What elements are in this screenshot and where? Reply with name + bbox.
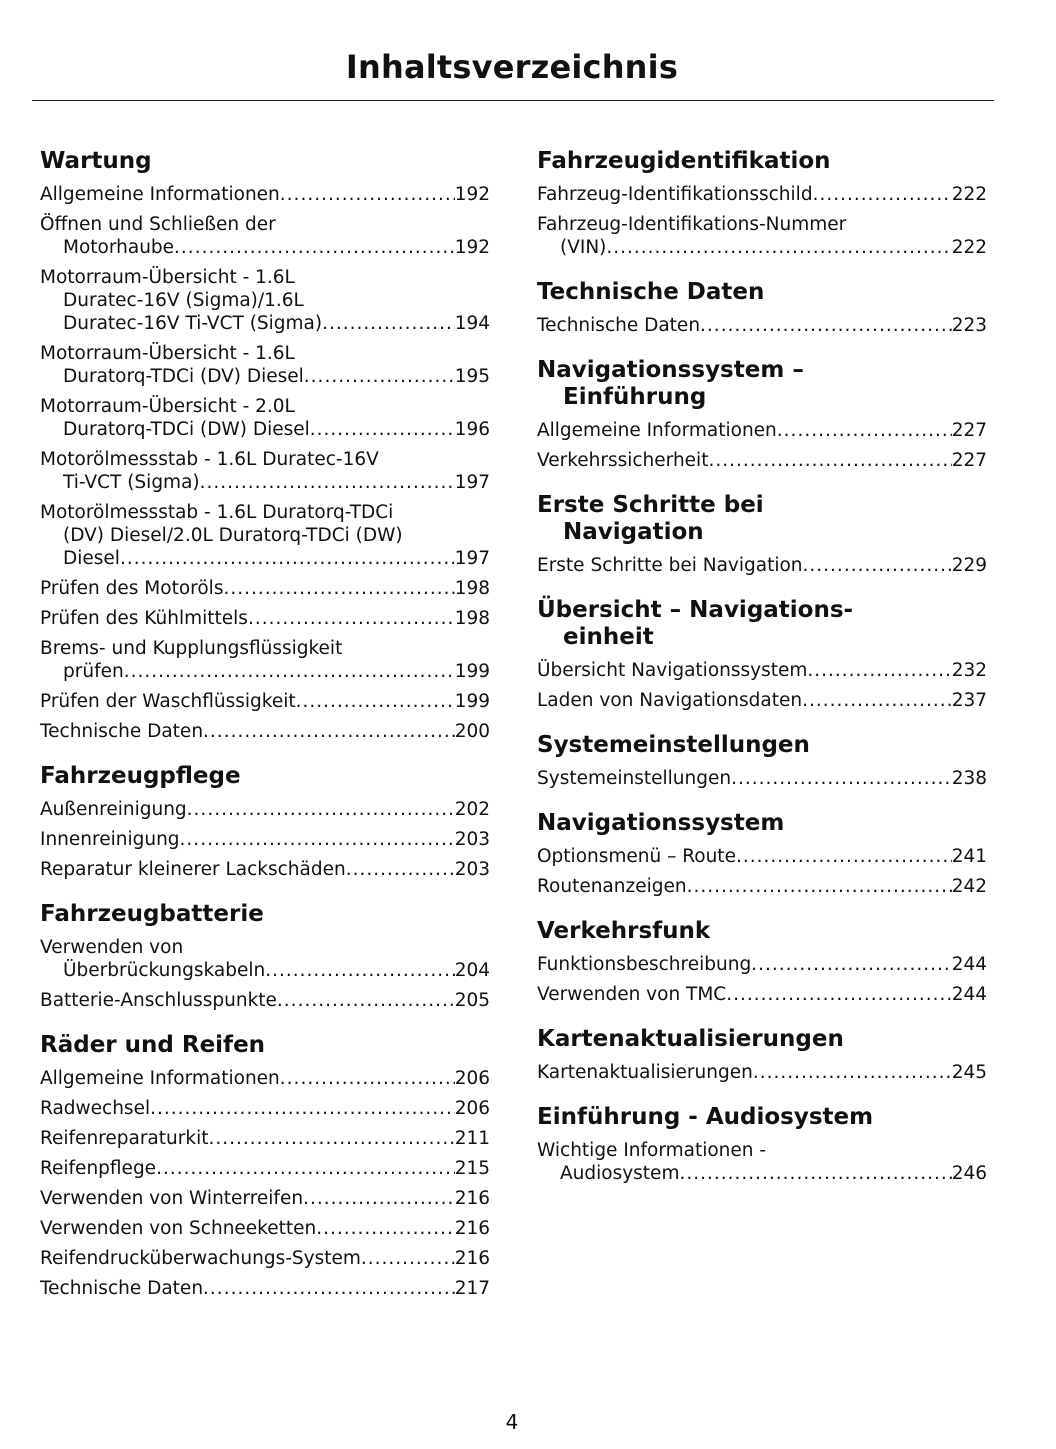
entry-last-line bbox=[40, 1067, 490, 1090]
dot-leader bbox=[316, 1217, 454, 1240]
toc-section-fahrzeugidentifikation bbox=[537, 148, 987, 259]
toc-entry[interactable] bbox=[40, 448, 490, 494]
entry-text-line: (DV) Diesel/2.0L Duratorq-TDCi (DW) bbox=[63, 525, 403, 546]
entry-text-line: Öffnen und Schließen der bbox=[40, 214, 276, 235]
entry-page-number: 198 bbox=[454, 578, 490, 599]
entry-page-number: 232 bbox=[951, 660, 987, 681]
entry-last-line bbox=[537, 659, 987, 682]
toc-section-technische-daten bbox=[537, 279, 987, 337]
entry-text-line: Duratorq-TDCi (DW) Diesel bbox=[63, 419, 310, 440]
toc-entry[interactable] bbox=[537, 953, 987, 976]
toc-entry[interactable] bbox=[40, 213, 490, 259]
entry-text-line: Brems- und Kupplungsflüssigkeit bbox=[40, 638, 343, 659]
entry-page-number: 194 bbox=[454, 313, 490, 334]
dot-leader bbox=[248, 607, 455, 630]
entry-last-line bbox=[40, 989, 490, 1012]
entry-page-number: 206 bbox=[454, 1098, 490, 1119]
entry-last-line bbox=[537, 875, 987, 898]
entry-page-number: 197 bbox=[454, 548, 490, 569]
entry-text-line: Duratec-16V (Sigma)/1.6L bbox=[63, 290, 304, 311]
entry-last-line bbox=[40, 236, 490, 259]
entry-text-line: Prüfen des Motoröls bbox=[40, 578, 224, 599]
toc-entry[interactable] bbox=[40, 936, 490, 982]
entry-page-number: 244 bbox=[951, 954, 987, 975]
entry-text-line: Verwenden von Schneeketten bbox=[40, 1218, 317, 1239]
entry-last-line bbox=[537, 953, 987, 976]
dot-leader bbox=[803, 554, 952, 577]
section-title-line: Technische Daten bbox=[537, 279, 765, 305]
entry-text-line: Verkehrssicherheit bbox=[537, 450, 709, 471]
entry-page-number: 244 bbox=[951, 984, 987, 1005]
dot-leader bbox=[753, 1061, 952, 1084]
dot-leader bbox=[606, 236, 951, 259]
dot-leader bbox=[208, 1127, 454, 1150]
entry-page-number: 216 bbox=[454, 1218, 490, 1239]
toc-column-left bbox=[40, 148, 490, 1320]
toc-section-verkehrsfunk bbox=[537, 918, 987, 1006]
dot-leader bbox=[277, 989, 455, 1012]
entry-page-number: 237 bbox=[951, 690, 987, 711]
toc-entry[interactable] bbox=[537, 213, 987, 259]
entry-last-line bbox=[537, 419, 987, 442]
toc-entry[interactable] bbox=[537, 767, 987, 790]
entry-last-line bbox=[537, 1061, 987, 1084]
entry-text-line: Motorraum-Übersicht - 1.6L bbox=[40, 267, 295, 288]
entry-page-number: 241 bbox=[951, 846, 987, 867]
toc-section-rader-und-reifen bbox=[40, 1032, 490, 1300]
section-title bbox=[537, 1104, 987, 1131]
entry-last-line bbox=[40, 798, 490, 821]
entry-last-line bbox=[537, 1162, 987, 1185]
dot-leader bbox=[156, 1157, 455, 1180]
entry-page-number: 245 bbox=[951, 1062, 987, 1083]
section-title bbox=[40, 763, 490, 790]
entry-last-line bbox=[40, 660, 490, 683]
entry-text-line: Ti-VCT (Sigma) bbox=[63, 472, 200, 493]
entry-last-line bbox=[537, 554, 987, 577]
section-title bbox=[537, 148, 987, 175]
entry-text-line: Überbrückungskabeln bbox=[63, 960, 266, 981]
entry-text-line: Reifenpflege bbox=[40, 1158, 157, 1179]
entry-page-number: 227 bbox=[951, 450, 987, 471]
entry-page-number: 192 bbox=[454, 184, 490, 205]
toc-column-right bbox=[537, 148, 987, 1205]
entry-last-line bbox=[537, 236, 987, 259]
section-title-line: Fahrzeugidentifikation bbox=[537, 148, 831, 174]
toc-entry[interactable] bbox=[40, 690, 490, 713]
dot-leader bbox=[120, 547, 455, 570]
entry-last-line bbox=[537, 983, 987, 1006]
dot-leader bbox=[150, 1097, 455, 1120]
toc-entry[interactable] bbox=[40, 1247, 490, 1270]
entry-last-line bbox=[40, 1187, 490, 1210]
entry-page-number: 211 bbox=[454, 1128, 490, 1149]
entry-page-number: 198 bbox=[454, 608, 490, 629]
toc-entry[interactable] bbox=[40, 637, 490, 683]
dot-leader bbox=[687, 875, 952, 898]
toc-entry[interactable] bbox=[40, 1067, 490, 1090]
dot-leader bbox=[280, 183, 455, 206]
entry-last-line bbox=[40, 1127, 490, 1150]
toc-entry[interactable] bbox=[40, 342, 490, 388]
dot-leader bbox=[296, 690, 455, 713]
entry-text-line: Allgemeine Informationen bbox=[537, 420, 777, 441]
section-title-line: Fahrzeugbatterie bbox=[40, 901, 264, 927]
entry-page-number: 242 bbox=[951, 876, 987, 897]
entry-page-number: 199 bbox=[454, 691, 490, 712]
entry-last-line bbox=[537, 449, 987, 472]
entry-text-line: Motorraum-Übersicht - 1.6L bbox=[40, 343, 295, 364]
entry-text-line: Systemeinstellungen bbox=[537, 768, 732, 789]
entry-last-line bbox=[40, 720, 490, 743]
entry-text-line: Technische Daten bbox=[40, 1278, 204, 1299]
entry-text-line: Allgemeine Informationen bbox=[40, 1068, 280, 1089]
entry-last-line bbox=[40, 828, 490, 851]
entry-text-line: Technische Daten bbox=[537, 315, 701, 336]
entry-page-number: 192 bbox=[454, 237, 490, 258]
entry-text-line: Reifenreparaturkit bbox=[40, 1128, 209, 1149]
entry-last-line bbox=[537, 767, 987, 790]
entry-text-line: Batterie-Anschlusspunkte bbox=[40, 990, 277, 1011]
entry-page-number: 215 bbox=[454, 1158, 490, 1179]
toc-section-erste-schritte-bei-navigation bbox=[537, 492, 987, 577]
entry-page-number: 216 bbox=[454, 1188, 490, 1209]
dot-leader bbox=[708, 449, 951, 472]
toc-entry[interactable] bbox=[40, 1277, 490, 1300]
entry-page-number: 204 bbox=[454, 960, 490, 981]
entry-text-line: Audiosystem bbox=[560, 1163, 680, 1184]
entry-text-line: Kartenaktualisierungen bbox=[537, 1062, 753, 1083]
toc-section-fahrzeugbatterie bbox=[40, 901, 490, 1012]
entry-text-line: Motorölmessstab - 1.6L Duratorq-TDCi bbox=[40, 502, 394, 523]
dot-leader bbox=[751, 953, 952, 976]
toc-entry[interactable] bbox=[40, 1097, 490, 1120]
toc-section-navigationssystem bbox=[537, 810, 987, 898]
entry-text-line: Prüfen der Waschflüssigkeit bbox=[40, 691, 296, 712]
dot-leader bbox=[802, 689, 952, 712]
toc-entry[interactable] bbox=[40, 501, 490, 570]
dot-leader bbox=[223, 577, 454, 600]
section-title bbox=[537, 918, 987, 945]
toc-entry[interactable] bbox=[40, 607, 490, 630]
toc-entry[interactable] bbox=[537, 183, 987, 206]
toc-section-systemeinstellungen bbox=[537, 732, 987, 790]
entry-page-number: 202 bbox=[454, 799, 490, 820]
dot-leader bbox=[679, 1162, 951, 1185]
entry-page-number: 206 bbox=[454, 1068, 490, 1089]
dot-leader bbox=[304, 365, 455, 388]
section-title-line: Navigationssystem bbox=[537, 810, 785, 836]
toc-section-navigationssystem-einfuhrung bbox=[537, 357, 987, 472]
entry-text-line: Innenreinigung bbox=[40, 829, 180, 850]
toc-entry[interactable] bbox=[537, 1139, 987, 1185]
toc-entry[interactable] bbox=[537, 314, 987, 337]
toc-entry[interactable] bbox=[40, 266, 490, 335]
entry-text-line: Diesel bbox=[63, 548, 120, 569]
section-title-line: Navigation bbox=[563, 519, 704, 545]
entry-last-line bbox=[40, 1277, 490, 1300]
dot-leader bbox=[203, 720, 455, 743]
entry-text-line: Motorölmessstab - 1.6L Duratec-16V bbox=[40, 449, 379, 470]
section-title-line: Verkehrsfunk bbox=[537, 918, 711, 944]
entry-text-line: Radwechsel bbox=[40, 1098, 151, 1119]
entry-text-line: Duratec-16V Ti-VCT (Sigma) bbox=[63, 313, 323, 334]
dot-leader bbox=[180, 828, 455, 851]
entry-text-line: Reifendrucküberwachungs-System bbox=[40, 1248, 361, 1269]
entry-last-line bbox=[40, 365, 490, 388]
section-title bbox=[537, 357, 987, 411]
toc-entry[interactable] bbox=[40, 798, 490, 821]
toc-entry[interactable] bbox=[537, 845, 987, 868]
toc-entry[interactable] bbox=[537, 983, 987, 1006]
entry-text-line: Außenreinigung bbox=[40, 799, 187, 820]
toc-entry[interactable] bbox=[537, 875, 987, 898]
page-title: Inhaltsverzeichnis bbox=[345, 48, 679, 86]
entry-text-line: Prüfen des Kühlmittels bbox=[40, 608, 248, 629]
entry-last-line bbox=[40, 607, 490, 630]
entry-text-line: Technische Daten bbox=[40, 721, 204, 742]
dot-leader bbox=[777, 419, 952, 442]
section-title-line: einheit bbox=[563, 624, 654, 650]
section-title bbox=[40, 148, 490, 175]
dot-leader bbox=[361, 1247, 455, 1270]
entry-page-number: 203 bbox=[454, 859, 490, 880]
section-title bbox=[537, 492, 987, 546]
entry-page-number: 217 bbox=[454, 1278, 490, 1299]
section-title-line: Kartenaktualisierungen bbox=[537, 1026, 844, 1052]
entry-page-number: 216 bbox=[454, 1248, 490, 1269]
dot-leader bbox=[187, 798, 455, 821]
entry-page-number: 196 bbox=[454, 419, 490, 440]
section-title bbox=[537, 1026, 987, 1053]
toc-entry[interactable] bbox=[40, 858, 490, 881]
entry-page-number: 223 bbox=[951, 315, 987, 336]
entry-last-line bbox=[40, 547, 490, 570]
entry-last-line bbox=[537, 689, 987, 712]
entry-text-line: Allgemeine Informationen bbox=[40, 184, 280, 205]
entry-text-line: Fahrzeug-Identifikations-Nummer bbox=[537, 214, 847, 235]
page-number: 4 bbox=[505, 1410, 519, 1434]
entry-page-number: 227 bbox=[951, 420, 987, 441]
dot-leader bbox=[265, 959, 454, 982]
entry-text-line: Laden von Navigationsdaten bbox=[537, 690, 803, 711]
toc-entry[interactable] bbox=[537, 419, 987, 442]
entry-text-line: Routenanzeigen bbox=[537, 876, 687, 897]
toc-entry[interactable] bbox=[40, 1157, 490, 1180]
toc-section-einfuhrung-audiosystem bbox=[537, 1104, 987, 1185]
section-title-line: Wartung bbox=[40, 148, 152, 174]
toc-entry[interactable] bbox=[40, 989, 490, 1012]
entry-last-line bbox=[537, 845, 987, 868]
entry-page-number: 229 bbox=[951, 555, 987, 576]
entry-last-line bbox=[40, 1097, 490, 1120]
entry-last-line bbox=[40, 1217, 490, 1240]
section-title-line: Systemeinstellungen bbox=[537, 732, 810, 758]
toc-entry[interactable] bbox=[40, 828, 490, 851]
entry-page-number: 199 bbox=[454, 661, 490, 682]
section-title bbox=[537, 279, 987, 306]
entry-page-number: 195 bbox=[454, 366, 490, 387]
dot-leader bbox=[303, 1187, 455, 1210]
toc-entry[interactable] bbox=[40, 1187, 490, 1210]
dot-leader bbox=[726, 983, 951, 1006]
toc-entry[interactable] bbox=[537, 449, 987, 472]
dot-leader bbox=[203, 1277, 455, 1300]
entry-page-number: 222 bbox=[951, 237, 987, 258]
entry-text-line: Motorraum-Übersicht - 2.0L bbox=[40, 396, 295, 417]
entry-last-line bbox=[40, 1157, 490, 1180]
entry-text-line: prüfen bbox=[63, 661, 124, 682]
toc-section-wartung bbox=[40, 148, 490, 743]
toc-entry[interactable] bbox=[537, 1061, 987, 1084]
section-title bbox=[40, 1032, 490, 1059]
entry-last-line bbox=[40, 690, 490, 713]
entry-text-line: Wichtige Informationen - bbox=[537, 1140, 767, 1161]
entry-page-number: 200 bbox=[454, 721, 490, 742]
toc-entry[interactable] bbox=[40, 720, 490, 743]
section-title bbox=[537, 732, 987, 759]
section-title-line: Einführung bbox=[563, 384, 707, 410]
entry-last-line bbox=[40, 959, 490, 982]
entry-last-line bbox=[40, 183, 490, 206]
section-title-line: Räder und Reifen bbox=[40, 1032, 266, 1058]
entry-text-line: Erste Schritte bei Navigation bbox=[537, 555, 803, 576]
dot-leader bbox=[346, 858, 455, 881]
entry-last-line bbox=[537, 183, 987, 206]
dot-leader bbox=[124, 660, 455, 683]
toc-section-ubersicht-navigations-einheit bbox=[537, 597, 987, 712]
entry-text-line: (VIN) bbox=[560, 237, 607, 258]
toc-entry[interactable] bbox=[537, 659, 987, 682]
dot-leader bbox=[813, 183, 952, 206]
dot-leader bbox=[280, 1067, 455, 1090]
dot-leader bbox=[200, 471, 455, 494]
section-title bbox=[537, 810, 987, 837]
entry-page-number: 203 bbox=[454, 829, 490, 850]
entry-last-line bbox=[40, 577, 490, 600]
entry-text-line: Funktionsbeschreibung bbox=[537, 954, 752, 975]
toc-entry[interactable] bbox=[537, 554, 987, 577]
dot-leader bbox=[322, 312, 455, 335]
section-title-line: Übersicht – Navigations- bbox=[537, 597, 854, 623]
entry-page-number: 222 bbox=[951, 184, 987, 205]
entry-text-line: Übersicht Navigationssystem bbox=[537, 660, 808, 681]
toc-entry[interactable] bbox=[40, 1217, 490, 1240]
entry-text-line: Verwenden von bbox=[40, 937, 184, 958]
section-title bbox=[537, 597, 987, 651]
dot-leader bbox=[174, 236, 455, 259]
section-title-line: Erste Schritte bei bbox=[537, 492, 764, 518]
entry-last-line bbox=[40, 312, 490, 335]
dot-leader bbox=[700, 314, 952, 337]
entry-page-number: 205 bbox=[454, 990, 490, 1011]
toc-section-fahrzeugpflege bbox=[40, 763, 490, 881]
entry-text-line: Reparatur kleinerer Lackschäden bbox=[40, 859, 346, 880]
entry-text-line: Duratorq-TDCi (DV) Diesel bbox=[63, 366, 304, 387]
dot-leader bbox=[731, 767, 952, 790]
entry-text-line: Fahrzeug-Identifikationsschild bbox=[537, 184, 813, 205]
toc-entry[interactable] bbox=[40, 395, 490, 441]
section-title bbox=[40, 901, 490, 928]
toc-entry[interactable] bbox=[40, 577, 490, 600]
entry-last-line bbox=[40, 418, 490, 441]
section-title-line: Einführung - Audiosystem bbox=[537, 1104, 874, 1130]
toc-entry[interactable] bbox=[537, 689, 987, 712]
entry-text-line: Verwenden von Winterreifen bbox=[40, 1188, 304, 1209]
section-title-line: Fahrzeugpflege bbox=[40, 763, 241, 789]
title-divider bbox=[32, 100, 994, 101]
entry-last-line bbox=[40, 471, 490, 494]
dot-leader bbox=[736, 845, 952, 868]
toc-section-kartenaktualisierungen bbox=[537, 1026, 987, 1084]
entry-page-number: 246 bbox=[951, 1163, 987, 1184]
entry-page-number: 197 bbox=[454, 472, 490, 493]
entry-page-number: 238 bbox=[951, 768, 987, 789]
entry-text-line: Optionsmenü – Route bbox=[537, 846, 736, 867]
entry-last-line bbox=[40, 1247, 490, 1270]
entry-text-line: Verwenden von TMC bbox=[537, 984, 727, 1005]
entry-last-line bbox=[40, 858, 490, 881]
section-title-line: Navigationssystem – bbox=[537, 357, 804, 383]
dot-leader bbox=[310, 418, 455, 441]
toc-entry[interactable] bbox=[40, 1127, 490, 1150]
dot-leader bbox=[807, 659, 951, 682]
entry-text-line: Motorhaube bbox=[63, 237, 175, 258]
toc-entry[interactable] bbox=[40, 183, 490, 206]
entry-last-line bbox=[537, 314, 987, 337]
